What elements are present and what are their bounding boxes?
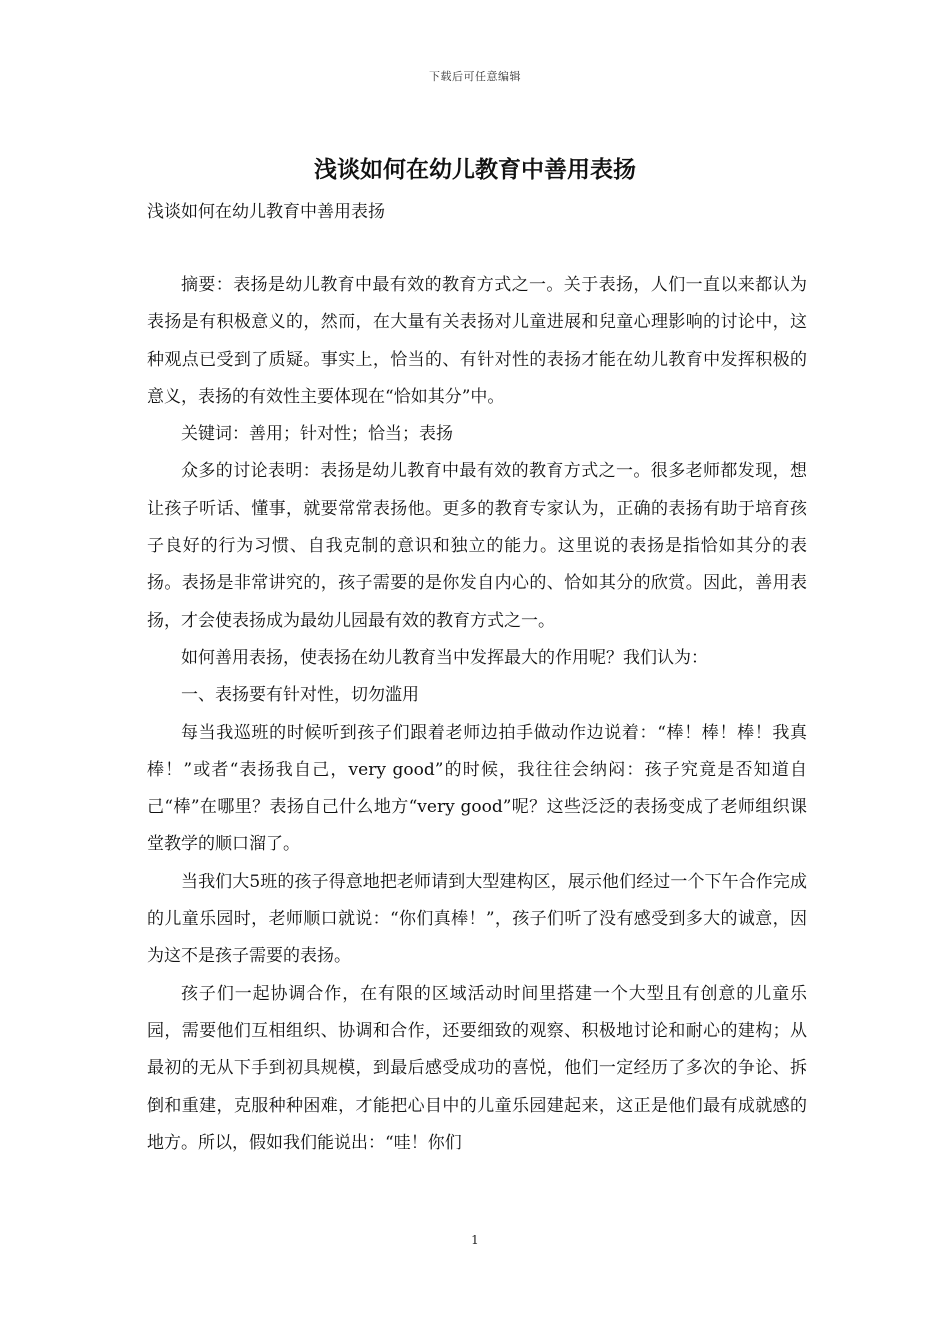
page-number: 1 <box>471 1233 479 1247</box>
document-subtitle: 浅谈如何在幼儿教育中善用表扬 <box>147 202 385 222</box>
document-title: 浅谈如何在幼儿教育中善用表扬 <box>314 156 636 183</box>
abstract-paragraph: 摘要：表扬是幼儿教育中最有效的教育方式之一。关于表扬，人们一直以来都认为表扬是有积极意义的，然而，在大量有关表扬对儿童进展和兒童心理影响的讨论中，这种观点已受到了质疑。事实上，恰当的、有针对性的表扬才能在幼儿教育中发挥积极的意义，表扬的有效性主要体现在“恰如其分”中。 <box>147 275 807 407</box>
document-body <box>147 267 807 1162</box>
body-paragraph: 孩子们一起协调合作，在有限的区域活动时间里搭建一个大型且有创意的儿童乐园，需要他们互相组织、协调和合作，还要细致的观察、积极地讨论和耐心的建构；从最初的无从下手到初具规模，到最后感受成功的喜悦，他们一定经历了多次的争论、拆倒和重建，克服种种困难，才能把心目中的儿童乐园建起来，这正是他们最有成就感的地方。所以，假如我们能说出：“哇！你们 <box>147 983 807 1153</box>
body-paragraph: 当我们大5班的孩子得意地把老师请到大型建构区，展示他们经过一个下午合作完成的儿童乐园时，老师顺口就说：“你们真棒！”，孩子们听了没有感受到多大的诚意，因为这不是孩子需要的表扬。 <box>147 871 807 967</box>
body-paragraph: 众多的讨论表明：表扬是幼儿教育中最有效的教育方式之一。很多老师都发现，想让孩子听话、懂事，就要常常表扬他。更多的教育专家认为，正确的表扬有助于培育孩子良好的行为习惯、自我克制的意识和独立的能力。这里说的表扬是指恰如其分的表扬。表扬是非常讲究的，孩子需要的是你发自内心的、恰如其分的欣赏。因此，善用表扬，才会使表扬成为最幼儿园最有效的教育方式之一。 <box>147 461 807 631</box>
section-heading: 一、表扬要有针对性，切勿滥用 <box>181 685 419 706</box>
body-paragraph: 如何善用表扬，使表扬在幼儿教育当中发挥最大的作用呢？我们认为： <box>181 647 708 668</box>
page-header-note: 下载后可任意编辑 <box>429 70 521 83</box>
keywords-paragraph: 关键词：善用；针对性；恰当；表扬 <box>181 424 453 445</box>
body-paragraph: 每当我巡班的时候听到孩子们跟着老师边拍手做动作边说着：“棒！棒！棒！我真棒！”或者“表扬我自己，very good”的时候，我往往会纳闷：孩子究竟是否知道自己“棒”在哪里？表扬自己什么地方“very good”呢？这些泛泛的表扬变成了老师组织课堂教学的顺口溜了。 <box>147 722 807 855</box>
